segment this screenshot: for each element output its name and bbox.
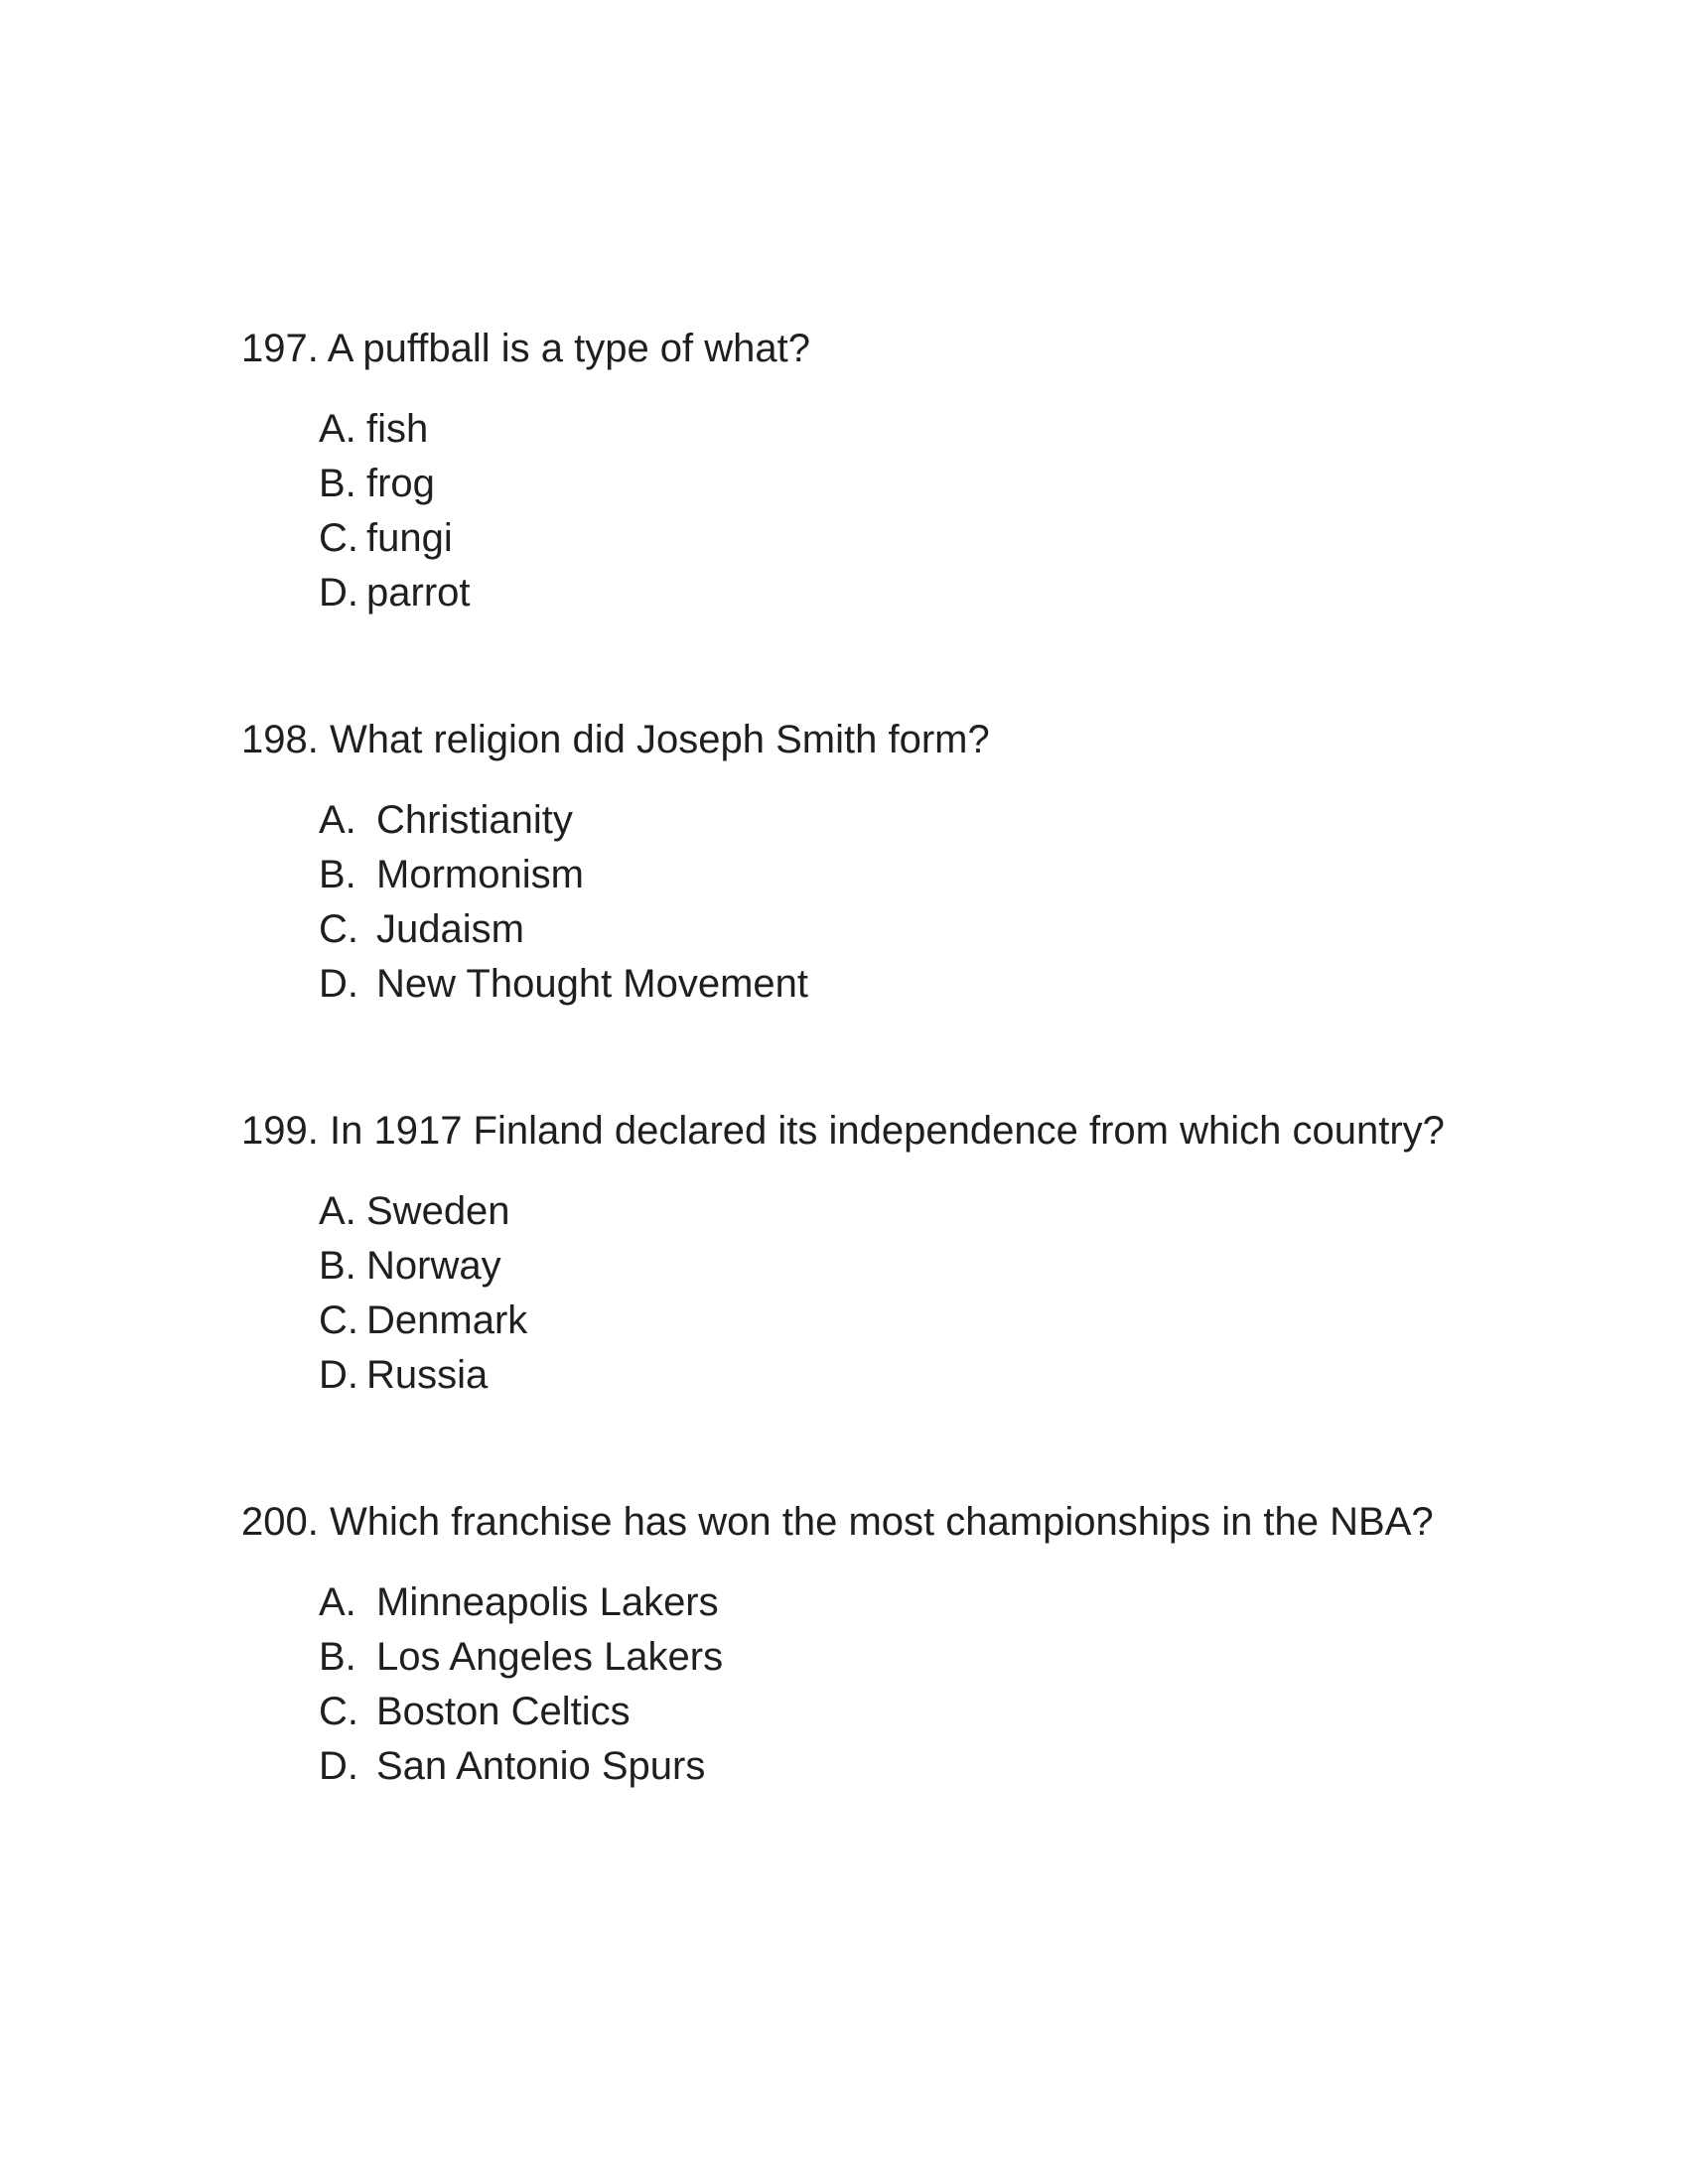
answer-option-b [319,457,1532,511]
option-text: frog [366,462,435,505]
option-text: San Antonio Spurs [376,1744,706,1788]
option-letter: A. [319,798,356,842]
question-197 [241,325,1532,620]
option-letter: B. [319,1635,356,1679]
question-198 [241,716,1532,1012]
answer-option-a [319,1184,1532,1239]
answer-options [319,1184,1532,1403]
option-letter: A. [319,1580,356,1624]
question-text: A puffball is a type of what? [327,327,811,370]
option-letter: B. [319,1244,356,1288]
option-text: Mormonism [376,853,584,896]
answer-option-d [319,1739,1532,1794]
option-letter: C. [319,1298,358,1342]
option-text: Minneapolis Lakers [376,1580,719,1624]
answer-option-a [319,402,1532,457]
option-text: Los Angeles Lakers [376,1635,724,1679]
answer-option-a [319,793,1532,848]
question-text-line [241,716,1532,763]
option-letter: A. [319,407,356,451]
answer-option-d [319,566,1532,620]
option-text: Sweden [366,1189,510,1233]
option-letter: D. [319,1353,358,1397]
option-letter: C. [319,907,358,951]
option-text: fish [366,407,429,451]
question-text: In 1917 Finland declared its independence from which country? [329,1109,1445,1153]
option-letter: D. [319,962,358,1006]
option-text: Christianity [376,798,573,842]
answer-option-d [319,957,1532,1012]
question-text-line [241,1107,1532,1155]
option-letter: A. [319,1189,356,1233]
question-200 [241,1498,1532,1794]
answer-option-b [319,1630,1532,1685]
question-text-line [241,325,1532,372]
answer-options [319,1575,1532,1794]
answer-option-c [319,1685,1532,1739]
option-text: Denmark [366,1298,528,1342]
answer-option-b [319,1239,1532,1294]
option-text: Judaism [376,907,524,951]
option-letter: D. [319,571,358,614]
answer-option-c [319,902,1532,957]
question-text-line [241,1498,1532,1546]
option-text: Norway [366,1244,501,1288]
option-text: Russia [366,1353,489,1397]
option-letter: C. [319,516,358,560]
option-letter: B. [319,462,356,505]
option-letter: D. [319,1744,358,1788]
answer-option-a [319,1575,1532,1630]
question-number: 200. [241,1500,319,1544]
question-199 [241,1107,1532,1403]
option-text: fungi [366,516,453,560]
question-text: What religion did Joseph Smith form? [329,718,990,761]
answer-option-d [319,1348,1532,1403]
answer-options [319,402,1532,620]
answer-option-b [319,848,1532,902]
option-text: Boston Celtics [376,1690,631,1733]
question-number: 199. [241,1109,319,1153]
answer-option-c [319,1294,1532,1348]
answer-options [319,793,1532,1012]
option-text: parrot [366,571,471,614]
option-letter: B. [319,853,356,896]
option-letter: C. [319,1690,358,1733]
answer-option-c [319,511,1532,566]
option-text: New Thought Movement [376,962,809,1006]
question-number: 197. [241,327,319,370]
question-number: 198. [241,718,319,761]
question-text: Which franchise has won the most championships in the NBA? [329,1500,1434,1544]
